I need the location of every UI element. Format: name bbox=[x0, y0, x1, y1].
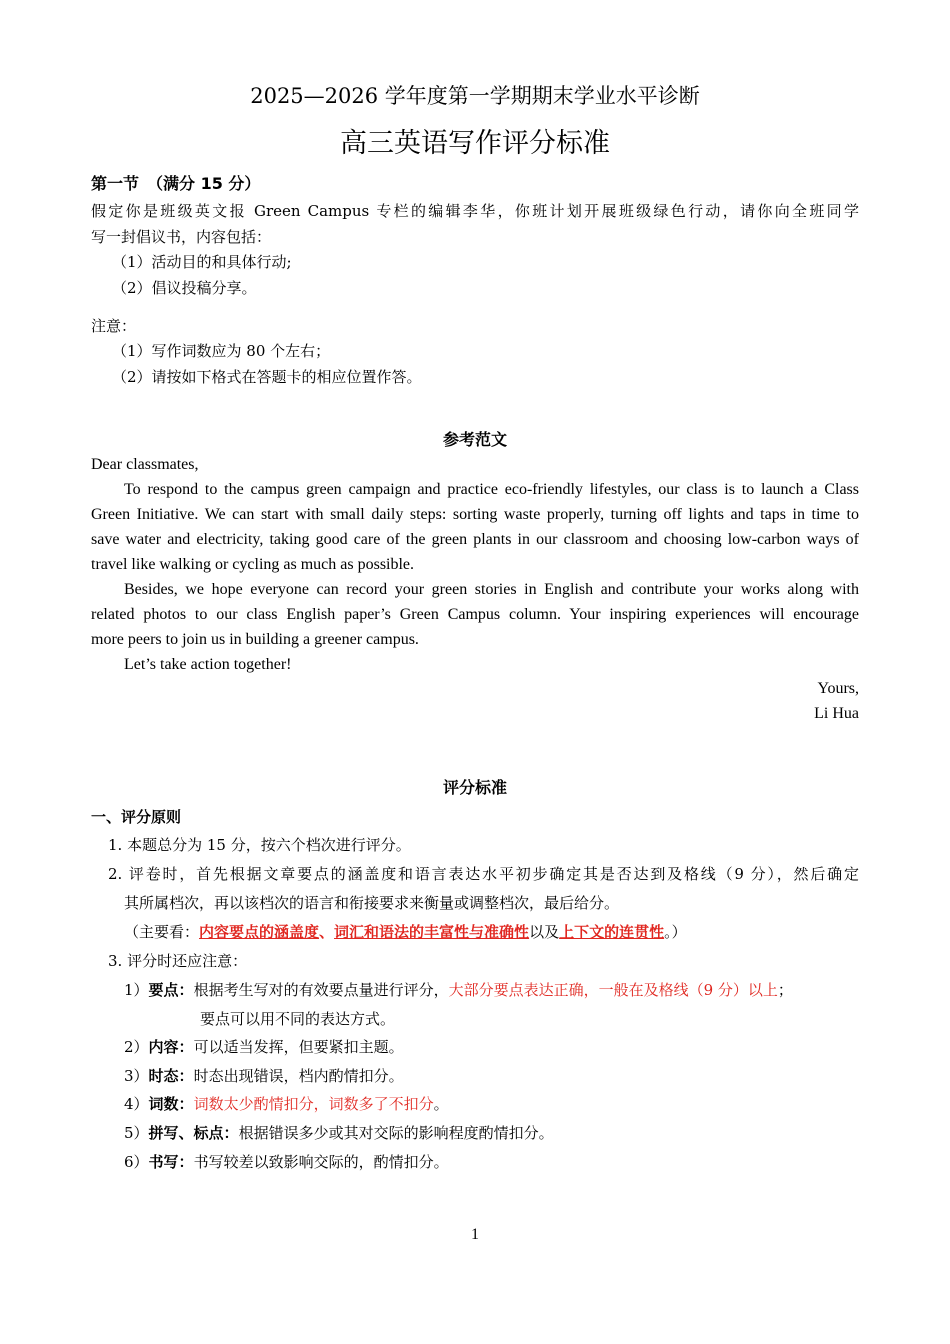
sample-sign-off: Yours, bbox=[817, 680, 859, 697]
sub-item-3 bbox=[124, 1066, 404, 1086]
criteria-item-2-line-2: 其所属档次，再以该档次的语言和衔接要求来衡量或调整档次，最后给分。 bbox=[124, 894, 620, 912]
exam-title: 2025—2026 学年度第一学期期末学业水平诊断 bbox=[250, 84, 700, 108]
sub-item-3-number: 3） bbox=[124, 1067, 149, 1085]
sample-greeting: Dear classmates, bbox=[91, 456, 199, 473]
sub-item-4-end: 。 bbox=[433, 1095, 449, 1113]
sub-item-6-text: 书写较差以致影响交际的，酌情扣分。 bbox=[193, 1153, 449, 1171]
sub-item-6-label: 书写： bbox=[148, 1153, 194, 1171]
prompt-point-1: （1）活动目的和具体行动; bbox=[112, 253, 292, 271]
sub-item-1-emphasis: 大部分要点表达正确，一般在及格线（9 分）以上 bbox=[448, 981, 778, 999]
focus-richness-accuracy: 词汇和语法的丰富性与准确性 bbox=[334, 923, 530, 941]
sub-item-6 bbox=[124, 1152, 449, 1172]
focus-suffix: 。） bbox=[664, 923, 687, 941]
focus-coverage: 内容要点的涵盖度 bbox=[199, 923, 320, 941]
focus-prefix: （主要看： bbox=[124, 923, 200, 941]
sample-closing-line: Let’s take action together! bbox=[124, 656, 292, 673]
prompt-line-2: 写一封倡议书，内容包括： bbox=[91, 228, 272, 246]
sub-item-1-line-2: 要点可以用不同的表达方式。 bbox=[200, 1010, 396, 1028]
criteria-item-3: 3. 评分时还应注意： bbox=[108, 952, 248, 970]
sub-item-3-text: 时态出现错误，档内酌情扣分。 bbox=[193, 1067, 404, 1085]
main-title: 高三英语写作评分标准 bbox=[340, 128, 610, 159]
sub-item-5-number: 5） bbox=[124, 1124, 149, 1142]
sub-item-2-text: 可以适当发挥，但要紧扣主题。 bbox=[193, 1038, 404, 1056]
sub-item-5-label: 拼写、标点： bbox=[148, 1124, 239, 1142]
sample-p2-line-1: Besides, we hope everyone can record your green stories in English and contribute your works along with bbox=[124, 581, 859, 598]
sub-item-1-end: ； bbox=[777, 981, 793, 999]
sub-item-3-label: 时态： bbox=[148, 1067, 194, 1085]
sub-item-5-text: 根据错误多少或其对交际的影响程度酌情扣分。 bbox=[238, 1124, 554, 1142]
sample-p1-line-4: travel like walking or cycling as much as possible. bbox=[91, 556, 415, 573]
note-2: （2）请按如下格式在答题卡的相应位置作答。 bbox=[112, 368, 422, 386]
sub-item-6-number: 6） bbox=[124, 1153, 149, 1171]
sample-p2-line-3: more peers to join us in building a greener campus. bbox=[91, 631, 419, 648]
note-label: 注意： bbox=[91, 317, 137, 335]
sub-item-1-number: 1） bbox=[124, 981, 149, 999]
focus-mid: 以及 bbox=[529, 923, 560, 941]
sub-item-5 bbox=[124, 1123, 554, 1143]
sub-item-2-number: 2） bbox=[124, 1038, 149, 1056]
page-number: 1 bbox=[471, 1226, 479, 1243]
sample-signature: Li Hua bbox=[814, 705, 859, 722]
sample-p2-line-2: related photos to our class English paper’s Green Campus column. Your inspiring experiences will encourage bbox=[91, 606, 859, 623]
principles-heading: 一、评分原则 bbox=[91, 808, 182, 826]
sub-item-4-label: 词数： bbox=[148, 1095, 194, 1113]
sub-item-2-label: 内容： bbox=[148, 1038, 194, 1056]
sub-item-1 bbox=[124, 980, 793, 1000]
prompt-line-1: 假定你是班级英文报 Green Campus 专栏的编辑李华，你班计划开展班级绿色行动，请你向全班同学 bbox=[91, 202, 859, 220]
sample-p1-line-3: save water and electricity, taking good care of the green plants in our classroom and choosing low-carbon ways of bbox=[91, 531, 859, 548]
sub-item-2 bbox=[124, 1037, 404, 1057]
sub-item-4-number: 4） bbox=[124, 1095, 149, 1113]
sub-item-4-emphasis: 词数太少酌情扣分，词数多了不扣分 bbox=[193, 1095, 434, 1113]
focus-separator: 、 bbox=[319, 923, 335, 941]
sample-heading: 参考范文 bbox=[442, 430, 507, 449]
criteria-item-1: 1. 本题总分为 15 分，按六个档次进行评分。 bbox=[108, 836, 411, 854]
prompt-point-2: （2）倡议投稿分享。 bbox=[112, 279, 257, 297]
note-1: （1）写作词数应为 80 个左右； bbox=[112, 342, 331, 360]
sample-p1-line-2: Green Initiative. We can start with small daily steps: sorting waste properly, turning off lights and taps in time to bbox=[91, 506, 859, 523]
sub-item-1-label: 要点： bbox=[148, 981, 194, 999]
criteria-focus-line bbox=[124, 922, 687, 942]
criteria-item-2-line-1: 2. 评卷时，首先根据文章要点的涵盖度和语言表达水平初步确定其是否达到及格线（9 分），然后确定 bbox=[108, 865, 859, 883]
sub-item-4 bbox=[124, 1094, 449, 1114]
focus-coherence: 上下文的连贯性 bbox=[559, 923, 665, 941]
sample-p1-line-1: To respond to the campus green campaign and practice eco-friendly lifestyles, our class is to launch a Class bbox=[124, 481, 859, 498]
sub-item-1-text: 根据考生写对的有效要点量进行评分， bbox=[193, 981, 449, 999]
criteria-heading: 评分标准 bbox=[442, 778, 507, 797]
section1-heading: 第一节 （满分 15 分） bbox=[91, 174, 261, 193]
